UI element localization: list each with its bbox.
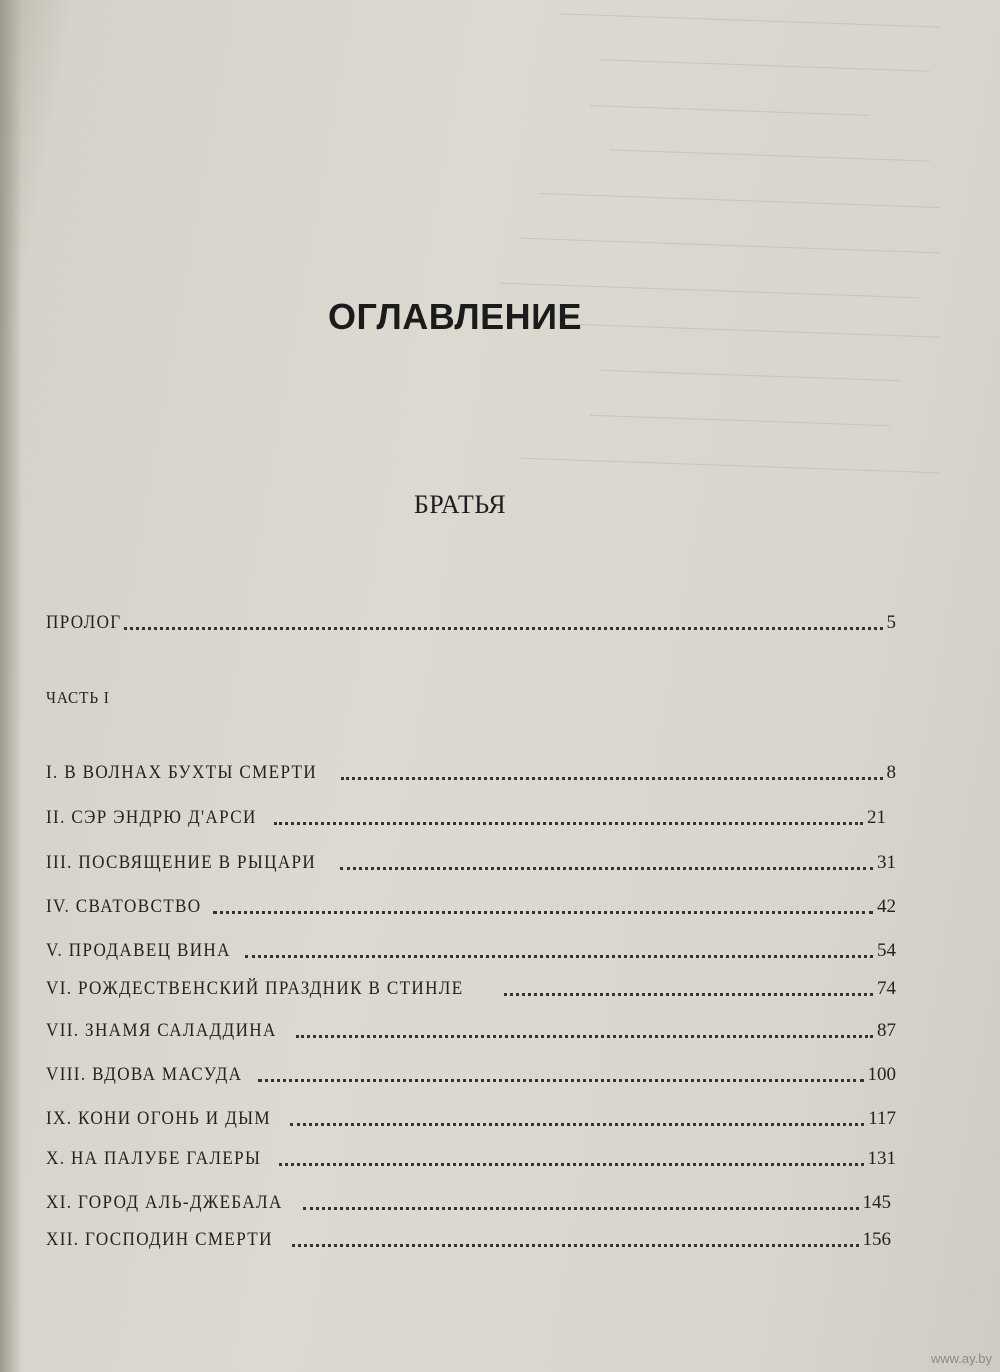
dot-leader xyxy=(279,1162,863,1166)
toc-entry xyxy=(46,928,896,962)
dot-leader xyxy=(340,866,873,870)
toc-entry-label: VII. ЗНАМЯ САЛАДДИНА xyxy=(46,1020,277,1041)
toc-entry-page: 8 xyxy=(886,762,896,783)
toc-entry-page: 131 xyxy=(867,1148,896,1169)
show-through-line xyxy=(600,360,900,381)
toc-entry-page: 87 xyxy=(877,1020,896,1041)
dot-leader xyxy=(213,910,873,914)
toc-entry-label: V. ПРОДАВЕЦ ВИНА xyxy=(46,940,231,961)
show-through-line xyxy=(590,405,890,426)
toc-entry-page: 100 xyxy=(867,1064,896,1085)
toc-entry-label: IV. СВАТОВСТВО xyxy=(46,896,202,917)
toc-entry-label: VI. РОЖДЕСТВЕНСКИЙ ПРАЗДНИК В СТИНЛЕ xyxy=(46,978,464,999)
toc-entry-page: 156 xyxy=(862,1229,891,1250)
show-through-line xyxy=(600,49,930,72)
spine-shadow xyxy=(0,0,22,1372)
toc-entry-page: 145 xyxy=(862,1192,891,1213)
toc-entry-label: III. ПОСВЯЩЕНИЕ В РЫЦАРИ xyxy=(46,852,317,873)
toc-entry-label: II. СЭР ЭНДРЮ Д'АРСИ xyxy=(46,807,257,828)
toc-entry xyxy=(46,1217,891,1251)
section-title: БРАТЬЯ xyxy=(413,490,507,519)
toc-entry xyxy=(46,1008,896,1042)
dot-leader xyxy=(245,954,873,958)
show-through-line xyxy=(610,139,930,161)
toc-entry-label: XI. ГОРОД АЛЬ-ДЖЕБАЛА xyxy=(46,1192,283,1213)
dot-leader xyxy=(504,992,873,996)
dot-leader xyxy=(274,821,863,825)
part-label: ЧАСТЬ I xyxy=(46,688,110,707)
dot-leader xyxy=(258,1078,863,1082)
show-through-line xyxy=(520,448,940,474)
page-title: ОГЛАВЛЕНИЕ xyxy=(327,296,583,337)
toc-entry-page: 31 xyxy=(877,852,896,873)
toc-entry-label: VIII. ВДОВА МАСУДА xyxy=(46,1064,243,1085)
show-through-line xyxy=(520,228,940,254)
toc-entry-prologue xyxy=(46,600,896,634)
toc-entry xyxy=(46,1096,896,1130)
dot-leader xyxy=(292,1243,859,1247)
show-through-line xyxy=(540,183,940,208)
toc-entry-page: 21 xyxy=(867,807,886,828)
show-through-line xyxy=(500,273,920,299)
dot-leader xyxy=(296,1034,873,1038)
toc-entry-label: ПРОЛОГ xyxy=(46,612,122,633)
toc-entry xyxy=(46,1052,896,1086)
toc-entry-label: X. НА ПАЛУБЕ ГАЛЕРЫ xyxy=(46,1148,262,1169)
toc-entry xyxy=(46,1180,891,1214)
dot-leader xyxy=(290,1122,864,1126)
toc-entry-page: 54 xyxy=(877,940,896,961)
toc-entry-page: 117 xyxy=(868,1108,896,1129)
toc-entry xyxy=(46,884,896,918)
toc-entry-label: XII. ГОСПОДИН СМЕРТИ xyxy=(46,1229,273,1250)
show-through-line xyxy=(560,3,940,27)
dot-leader xyxy=(303,1206,859,1210)
toc-entry xyxy=(46,966,896,1000)
toc-entry xyxy=(46,795,886,829)
toc-entry-page: 42 xyxy=(877,896,896,917)
toc-entry-label: I. В ВОЛНАХ БУХТЫ СМЕРТИ xyxy=(46,762,318,783)
dot-leader xyxy=(124,626,883,630)
watermark: www.ay.by xyxy=(930,1351,992,1366)
toc-entry-label: IX. КОНИ ОГОНЬ И ДЫМ xyxy=(46,1108,271,1129)
toc-entry xyxy=(46,750,896,784)
dot-leader xyxy=(341,776,882,780)
toc-entry xyxy=(46,1136,896,1170)
toc-entry-page: 74 xyxy=(877,978,896,999)
toc-entry-page: 5 xyxy=(886,612,896,633)
show-through-line xyxy=(590,95,870,116)
toc-entry xyxy=(46,840,896,874)
